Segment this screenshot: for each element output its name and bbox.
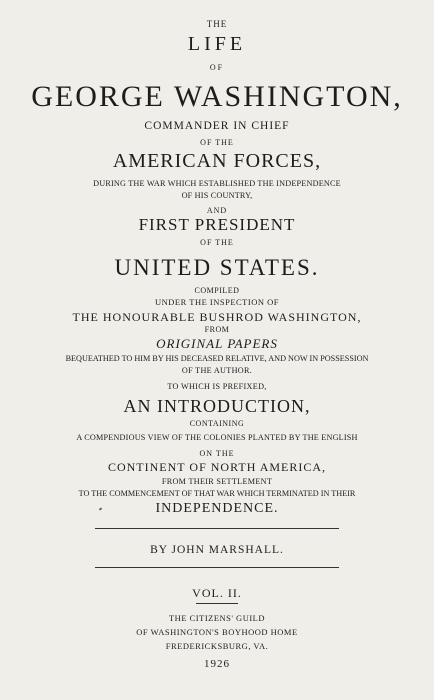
guild-line: THE CITIZENS' GUILD [168,613,265,623]
bequeathed-line-2: OF THE AUTHOR. [181,366,253,375]
from-label-1: FROM [204,325,230,334]
rule-middle [95,567,339,568]
author-line: BY JOHN MARSHALL. [150,544,284,556]
prefixed-line: TO WHICH IS PREFIXED, [167,382,267,391]
on-the-label: ON THE [199,449,235,458]
compiled-label: COMPILED [194,286,240,295]
containing-label: CONTAINING [189,419,245,428]
year-line: 1926 [204,658,230,670]
rule-bottom [196,603,238,604]
commencement-line: TO THE COMMENCEMENT OF THAT WAR WHICH TERMINATED IN THEIR [78,489,356,498]
during-line-2: OF HIS COUNTRY, [181,191,253,200]
life-heading: LIFE [187,33,247,55]
boyhood-line: OF WASHINGTON'S BOYHOOD HOME [136,627,298,637]
first-president-line: FIRST PRESIDENT [138,215,296,234]
subject-name: GEORGE WASHINGTON, [31,80,403,113]
commander-line: COMMANDER IN CHIEF [144,120,290,132]
and-label: AND [206,206,228,215]
under-inspection-line: UNDER THE INSPECTION OF [155,297,279,307]
united-states-line: UNITED STATES. [114,255,320,280]
of-the-label-2: OF THE [200,238,234,247]
settlement-line: FROM THEIR SETTLEMENT [161,477,273,486]
place-line: FREDERICKSBURG, VA. [165,641,269,651]
independence-line: INDEPENDENCE. [155,501,279,516]
bequeathed-line-1: BEQUEATHED TO HIM BY HIS DECEASED RELATIVE, AND NOW IN POSSESSION [65,354,369,363]
during-line-1: DURING THE WAR WHICH ESTABLISHED THE INDEPENDENCE [93,179,341,188]
the-label: THE [206,19,228,29]
bushrod-line: THE HONOURABLE BUSHROD WASHINGTON, [72,310,362,324]
introduction-line: AN INTRODUCTION, [123,396,311,416]
american-forces-line: AMERICAN FORCES, [112,150,322,172]
of-the-label-1: OF THE [200,138,234,147]
of-label-1: OF [209,63,225,72]
compendious-line: A COMPENDIOUS VIEW OF THE COLONIES PLANTED BY THE ENGLISH [76,433,358,442]
continent-line: CONTINENT OF NORTH AMERICA, [107,460,327,474]
rule-top [95,528,339,529]
original-papers-line: ORIGINAL PAPERS [156,336,278,351]
volume-line: VOL. II. [192,586,242,600]
